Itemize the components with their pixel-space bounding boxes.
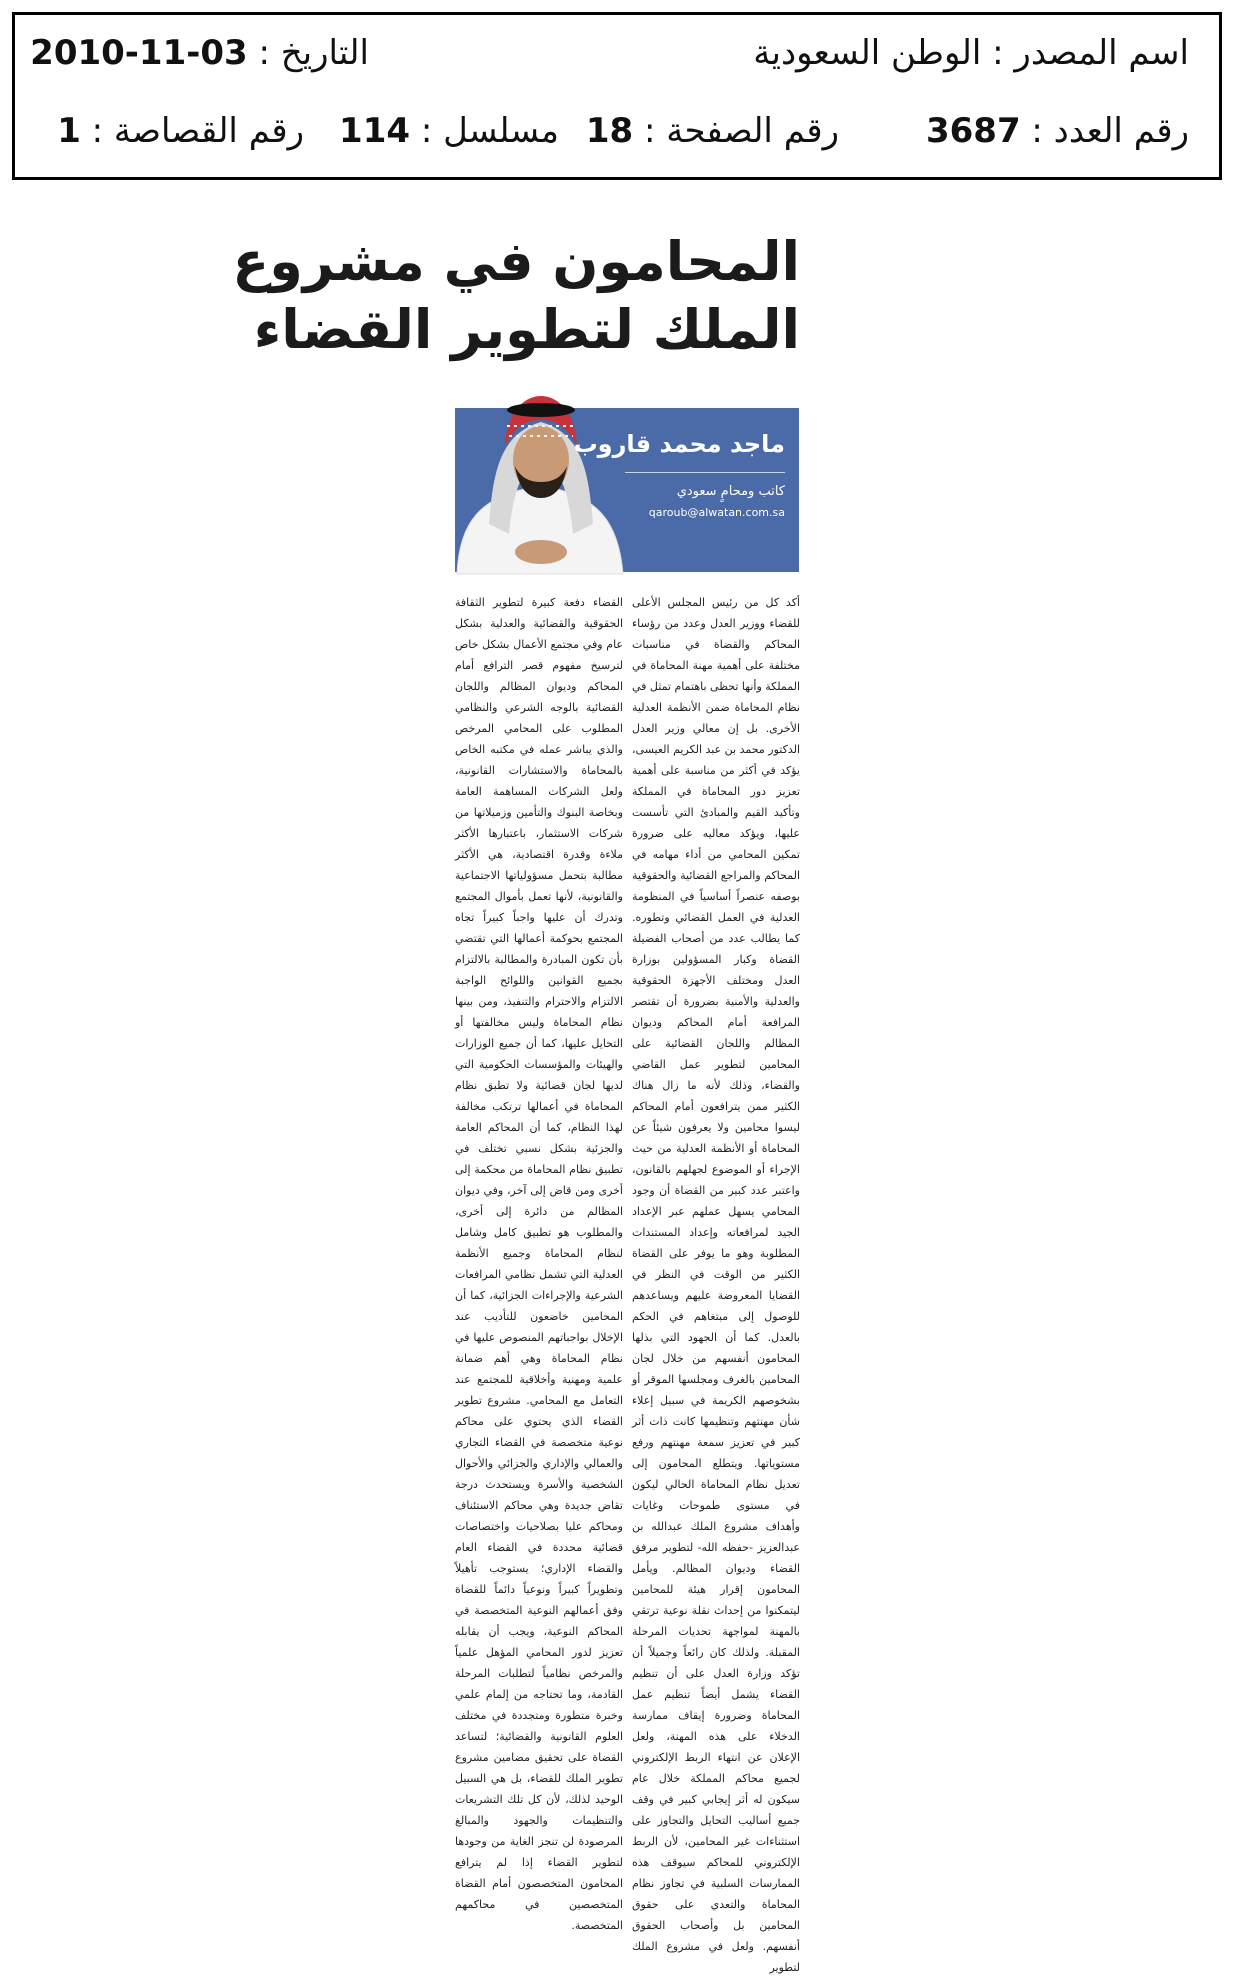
date-value: 2010-11-03 (30, 33, 248, 73)
author-email: qaroub@alwatan.com.sa (648, 506, 785, 519)
author-photo (449, 374, 629, 574)
author-name: ماجد محمد قاروب (573, 430, 785, 458)
byline-divider (625, 472, 785, 473)
page-value: 18 (585, 111, 634, 151)
clip-field (57, 111, 304, 151)
document-header-box (12, 12, 1222, 180)
serial-field (339, 111, 559, 151)
clip-value: 1 (57, 111, 81, 151)
header-row-numbers (15, 111, 1219, 171)
clip-label: رقم القصاصة : (91, 111, 304, 151)
page-field (586, 111, 839, 151)
article-headline (232, 228, 800, 364)
page-label: رقم الصفحة : (643, 111, 839, 151)
issue-label: رقم العدد : (1031, 111, 1189, 151)
issue-field (926, 111, 1189, 151)
article-column-right (632, 592, 800, 1974)
headline-line-1: المحامون في مشروع (232, 230, 800, 293)
article-column-left (455, 592, 623, 1932)
header-row-source-date (15, 33, 1219, 93)
date-field (30, 33, 369, 73)
source-value: الوطن السعودية (753, 33, 982, 73)
headline-line-2: الملك لتطوير القضاء (253, 298, 800, 361)
column-right-text: أكد كل من رئيس المجلس الأعلى للقضاء ووزير العدل وعدد من رؤساء المحاكم والقضاة في مناسبات مختلفة على أهمية مهنة المحاماة في المملكة وأنها تحظى باهتمام تمثل في نظام المحاماة ضمن الأنظمة العدلية الأخرى. بل إن معالي وزير العدل الدكتور محمد بن عبد الكريم العيسى، يؤكد في أكثر من مناسبة على أهمية تعزيز دور المحاماة في المملكة وتأكيد القيم والمبادئ التي تأسست عليها، ويؤكد معاليه على ضرورة تمكين المحامي من أداء مهامه في المحاكم والمراجع القضائية والحقوقية بوصفه عنصراً أساسياً في المنظومة العدلية في العمل القضائي وتطوره. كما يطالب عدد من أصحاب الفضيلة القضاة وكبار المسؤولين بوزارة العدل ومختلف الأجهزة الحقوقية والعدلية والأمنية بضرورة أن تقتصر المرافعة أمام المحاكم وديوان المظالم واللجان القضائية على المحامين لتطوير عمل القاضي والقضاء، وذلك لأنه ما زال هناك الكثير ممن يترافعون أمام المحاكم ليسوا محامين ولا يعرفون شيئاً عن المحاماة أو الأنظمة العدلية من حيث الإجراء أو الموضوع لجهلهم بالقانون، واعتبر عدد كبير من القضاة أن وجود المحامي يسهل عملهم عبر الإعداد الجيد لمرافعاته وإعداد المستندات المطلوبة وهو ما يوفر على القضاة الكثير من الوقت في النظر في القضايا المعروضة عليهم ويساعدهم للوصول إلى مبتغاهم في الحكم بالعدل. كما أن الجهود التي بذلها المحامون أنفسهم من خلال لجان المحامين بالغرف ومجلسها الموقر أو بشخوصهم الكريمة في سبيل إعلاء شأن مهنتهم وتنظيمها كانت ذات أثر كبير في تعزيز سمعة مهنتهم ورفع مستوياتها. ويتطلع المحامون إلى تعديل نظام المحاماة الحالي ليكون في مستوى طموحات وغايات وأهداف مشروع الملك عبدالله بن عبدالعزيز -حفظه الله- لتطوير مرفق القضاء وديوان المظالم. ويأمل المحامون إقرار هيئة للمحامين ليتمكنوا من إحداث نقلة نوعية ترتقي بالمهنة لمواجهة تحديات المرحلة المقبلة. ولذلك كان رائعاً وجميلاً أن تؤكد وزارة العدل على أن تنظيم القضاء يشمل أيضاً تنظيم عمل المحاماة وضرورة إيقاف ممارسة الدخلاء على هذه المهنة، ولعل الإعلان عن انتهاء الربط الإلكتروني لجميع محاكم المملكة خلال عام سيكون له أثر إيجابي كبير في وقف جميع أساليب التحايل والتجاوز على استثناءات غير المحامين، لأن الربط الإلكتروني للمحاكم سيوقف هذه الممارسات السلبية في تجاوز نظام المحاماة والتعدي على حقوق المحامين بل وأصحاب الحقوق أنفسهم. ولعل في مشروع الملك لتطوير (632, 596, 800, 1974)
date-label: التاريخ : (258, 33, 369, 73)
source-field (753, 33, 1189, 73)
serial-value: 114 (339, 111, 411, 151)
issue-value: 3687 (925, 111, 1021, 151)
author-role: كاتب ومحامٍ سعودي (676, 484, 785, 499)
author-byline-box (455, 408, 799, 572)
column-left-text: القضاء دفعة كبيرة لتطوير الثقافة الحقوقية والقضائية والعدلية بشكل عام وفي مجتمع الأعمال بشكل خاص لترسيخ مفهوم قصر الترافع أمام المحاكم وديوان المظالم واللجان القضائية بالوجه الشرعي والنظامي المطلوب على المحامي المرخص والذي يباشر عمله في مكتبه الخاص بالمحاماة والاستشارات القانونية، ولعل الشركات المساهمة العامة وبخاصة البنوك والتأمين وزميلاتها من شركات الاستثمار، باعتبارها الأكثر ملاءة وقدرة اقتصادية، هي الأكثر مطالبة بتحمل مسؤولياتها الاجتماعية والقانونية، لأنها تعمل بأموال المجتمع وتدرك أن عليها واجباً كبيراً تجاه المجتمع بحوكمة أعمالها التي تقتضي بأن تكون المبادرة والمطالبة بالالتزام بجميع القوانين واللوائح الواجبة الالتزام والاحترام والتنفيذ، ومن بينها نظام المحاماة وليس مخالفتها أو التحايل عليها، كما أن جميع الوزارات والهيئات والمؤسسات الحكومية التي لديها لجان قضائية ولا تطبق نظام المحاماة في أعمالها ترتكب مخالفة لهذا النظام، كما أن المحاكم العامة والجزئية بشكل نسبي تختلف في تطبيق نظام المحاماة من محكمة إلى أخرى ومن قاض إلى آخر، وفي ديوان المظالم من دائرة إلى أخرى، والمطلوب هو تطبيق كامل وشامل لنظام المحاماة وجميع الأنظمة العدلية التي تشمل نظامي المرافعات الشرعية والإجراءات الجزائية، كما أن المحامين خاضعون للتأديب عند الإخلال بواجباتهم المنصوص عليها في نظام المحاماة وهي أهم ضمانة علمية ومهنية وأخلاقية للمجتمع عند التعامل مع المحامي. مشروع تطوير القضاء الذي يحتوي على محاكم نوعية متخصصة في القضاء التجاري والعمالي والإداري والجزائي والأحوال الشخصية والأسرة ويستحدث درجة تقاض جديدة وهي محاكم الاستئناف ومحاكم عليا بصلاحيات واختصاصات قضائية محددة في القضاء العام والقضاء الإداري؛ يستوجب تأهيلاً وتطويراً كبيراً ونوعياً دائماً للقضاة وفق أعمالهم النوعية المتخصصة في المحاكم النوعية، ويجب أن يقابله تعزيز لدور المحامي المؤهل علمياً والمرخص نظامياً لتطلبات المرحلة القادمة، وما تحتاجه من إلمام علمي وخبرة متطورة ومتجددة في مختلف العلوم القانونية والقضائية؛ لتساعد القضاة على تحقيق مضامين مشروع تطوير الملك للقضاء، بل هي السبيل الوحيد لذلك، لأن كل تلك التشريعات والتنظيمات والجهود والمبالغ المرصودة لن تنجز الغاية من وجودها لتطوير القضاء إذا لم يترافع المحامون المتخصصون أمام القضاة المتخصصين في محاكمهم المتخصصة. (455, 596, 623, 1932)
source-label: اسم المصدر : (992, 33, 1189, 73)
serial-label: مسلسل : (420, 111, 559, 151)
